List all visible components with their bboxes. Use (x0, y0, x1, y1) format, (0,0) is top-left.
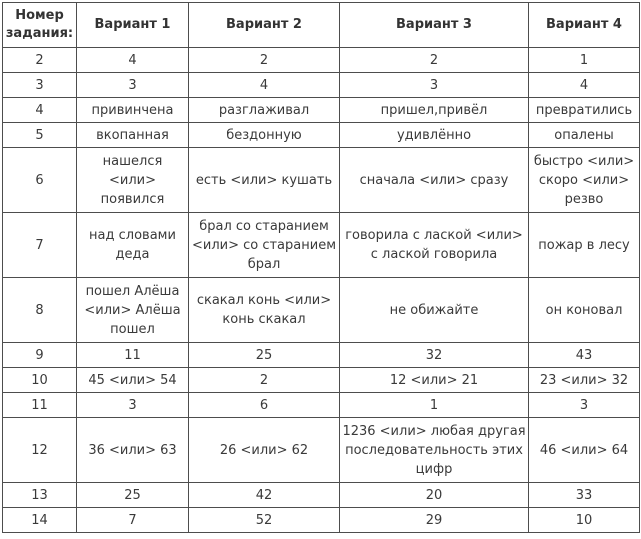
answer-cell: 2 (189, 368, 340, 393)
table-row (3, 508, 640, 533)
table-row (3, 73, 640, 98)
answers-table (2, 2, 640, 533)
table-row (3, 98, 640, 123)
answer-cell: 3 (340, 73, 529, 98)
answer-cell: 4 (529, 73, 640, 98)
answer-cell: 10 (529, 508, 640, 533)
answer-cell: говорила с лаской <или> с лаской говорила (340, 213, 529, 278)
answer-cell: 52 (189, 508, 340, 533)
task-number-cell: 9 (3, 343, 77, 368)
answer-cell: удивлённо (340, 123, 529, 148)
answer-cell: 7 (77, 508, 189, 533)
table-row (3, 343, 640, 368)
answer-cell: 33 (529, 483, 640, 508)
answer-cell: он коновал (529, 278, 640, 343)
task-number-cell: 2 (3, 48, 77, 73)
answer-cell: сначала <или> сразу (340, 148, 529, 213)
answer-cell: нашелся <или> появился (77, 148, 189, 213)
answer-cell: привинчена (77, 98, 189, 123)
answer-cell: 2 (340, 48, 529, 73)
task-number-cell: 3 (3, 73, 77, 98)
answer-cell: 11 (77, 343, 189, 368)
table-row (3, 418, 640, 483)
answer-cell: 6 (189, 393, 340, 418)
header-variant-4: Вариант 4 (529, 3, 640, 48)
answer-cell: пришел,привёл (340, 98, 529, 123)
task-number-cell: 4 (3, 98, 77, 123)
table-row (3, 393, 640, 418)
answer-cell: 3 (529, 393, 640, 418)
task-number-cell: 8 (3, 278, 77, 343)
answer-cell: 20 (340, 483, 529, 508)
header-task-number: Номер задания: (3, 3, 77, 48)
answer-cell: 25 (77, 483, 189, 508)
answer-cell: 29 (340, 508, 529, 533)
task-number-cell: 13 (3, 483, 77, 508)
answer-cell: 3 (77, 73, 189, 98)
task-number-cell: 12 (3, 418, 77, 483)
header-variant-1: Вариант 1 (77, 3, 189, 48)
task-number-cell: 11 (3, 393, 77, 418)
task-number-cell: 14 (3, 508, 77, 533)
answer-cell: 26 <или> 62 (189, 418, 340, 483)
table-row (3, 148, 640, 213)
answer-cell: 23 <или> 32 (529, 368, 640, 393)
header-row (3, 3, 640, 48)
answer-cell: вкопанная (77, 123, 189, 148)
answer-cell: над словами деда (77, 213, 189, 278)
answer-cell: разглаживал (189, 98, 340, 123)
header-variant-3: Вариант 3 (340, 3, 529, 48)
answer-cell: 12 <или> 21 (340, 368, 529, 393)
answer-cell: быстро <или> скоро <или> резво (529, 148, 640, 213)
answer-cell: 3 (77, 393, 189, 418)
table-row (3, 123, 640, 148)
answer-cell: 4 (77, 48, 189, 73)
answer-cell: 43 (529, 343, 640, 368)
answer-cell: 32 (340, 343, 529, 368)
table-row (3, 48, 640, 73)
answer-cell: скакал конь <или> конь скакал (189, 278, 340, 343)
table-row (3, 213, 640, 278)
answer-cell: пожар в лесу (529, 213, 640, 278)
answer-cell: 1 (340, 393, 529, 418)
answer-cell: 46 <или> 64 (529, 418, 640, 483)
answer-cell: 2 (189, 48, 340, 73)
answer-cell: бездонную (189, 123, 340, 148)
answer-cell: брал со старанием <или> со старанием брал (189, 213, 340, 278)
task-number-cell: 6 (3, 148, 77, 213)
answer-cell: 1236 <или> любая другая последовательность этих цифр (340, 418, 529, 483)
answer-cell: опалены (529, 123, 640, 148)
answer-cell: 36 <или> 63 (77, 418, 189, 483)
answer-cell: 42 (189, 483, 340, 508)
answer-cell: не обижайте (340, 278, 529, 343)
header-variant-2: Вариант 2 (189, 3, 340, 48)
table-row (3, 483, 640, 508)
answer-cell: 4 (189, 73, 340, 98)
task-number-cell: 7 (3, 213, 77, 278)
answer-cell: превратились (529, 98, 640, 123)
answer-cell: есть <или> кушать (189, 148, 340, 213)
answer-cell: 45 <или> 54 (77, 368, 189, 393)
table-row (3, 368, 640, 393)
answer-cell: 1 (529, 48, 640, 73)
table-row (3, 278, 640, 343)
answer-cell: 25 (189, 343, 340, 368)
task-number-cell: 10 (3, 368, 77, 393)
task-number-cell: 5 (3, 123, 77, 148)
answer-cell: пошел Алёша <или> Алёша пошел (77, 278, 189, 343)
